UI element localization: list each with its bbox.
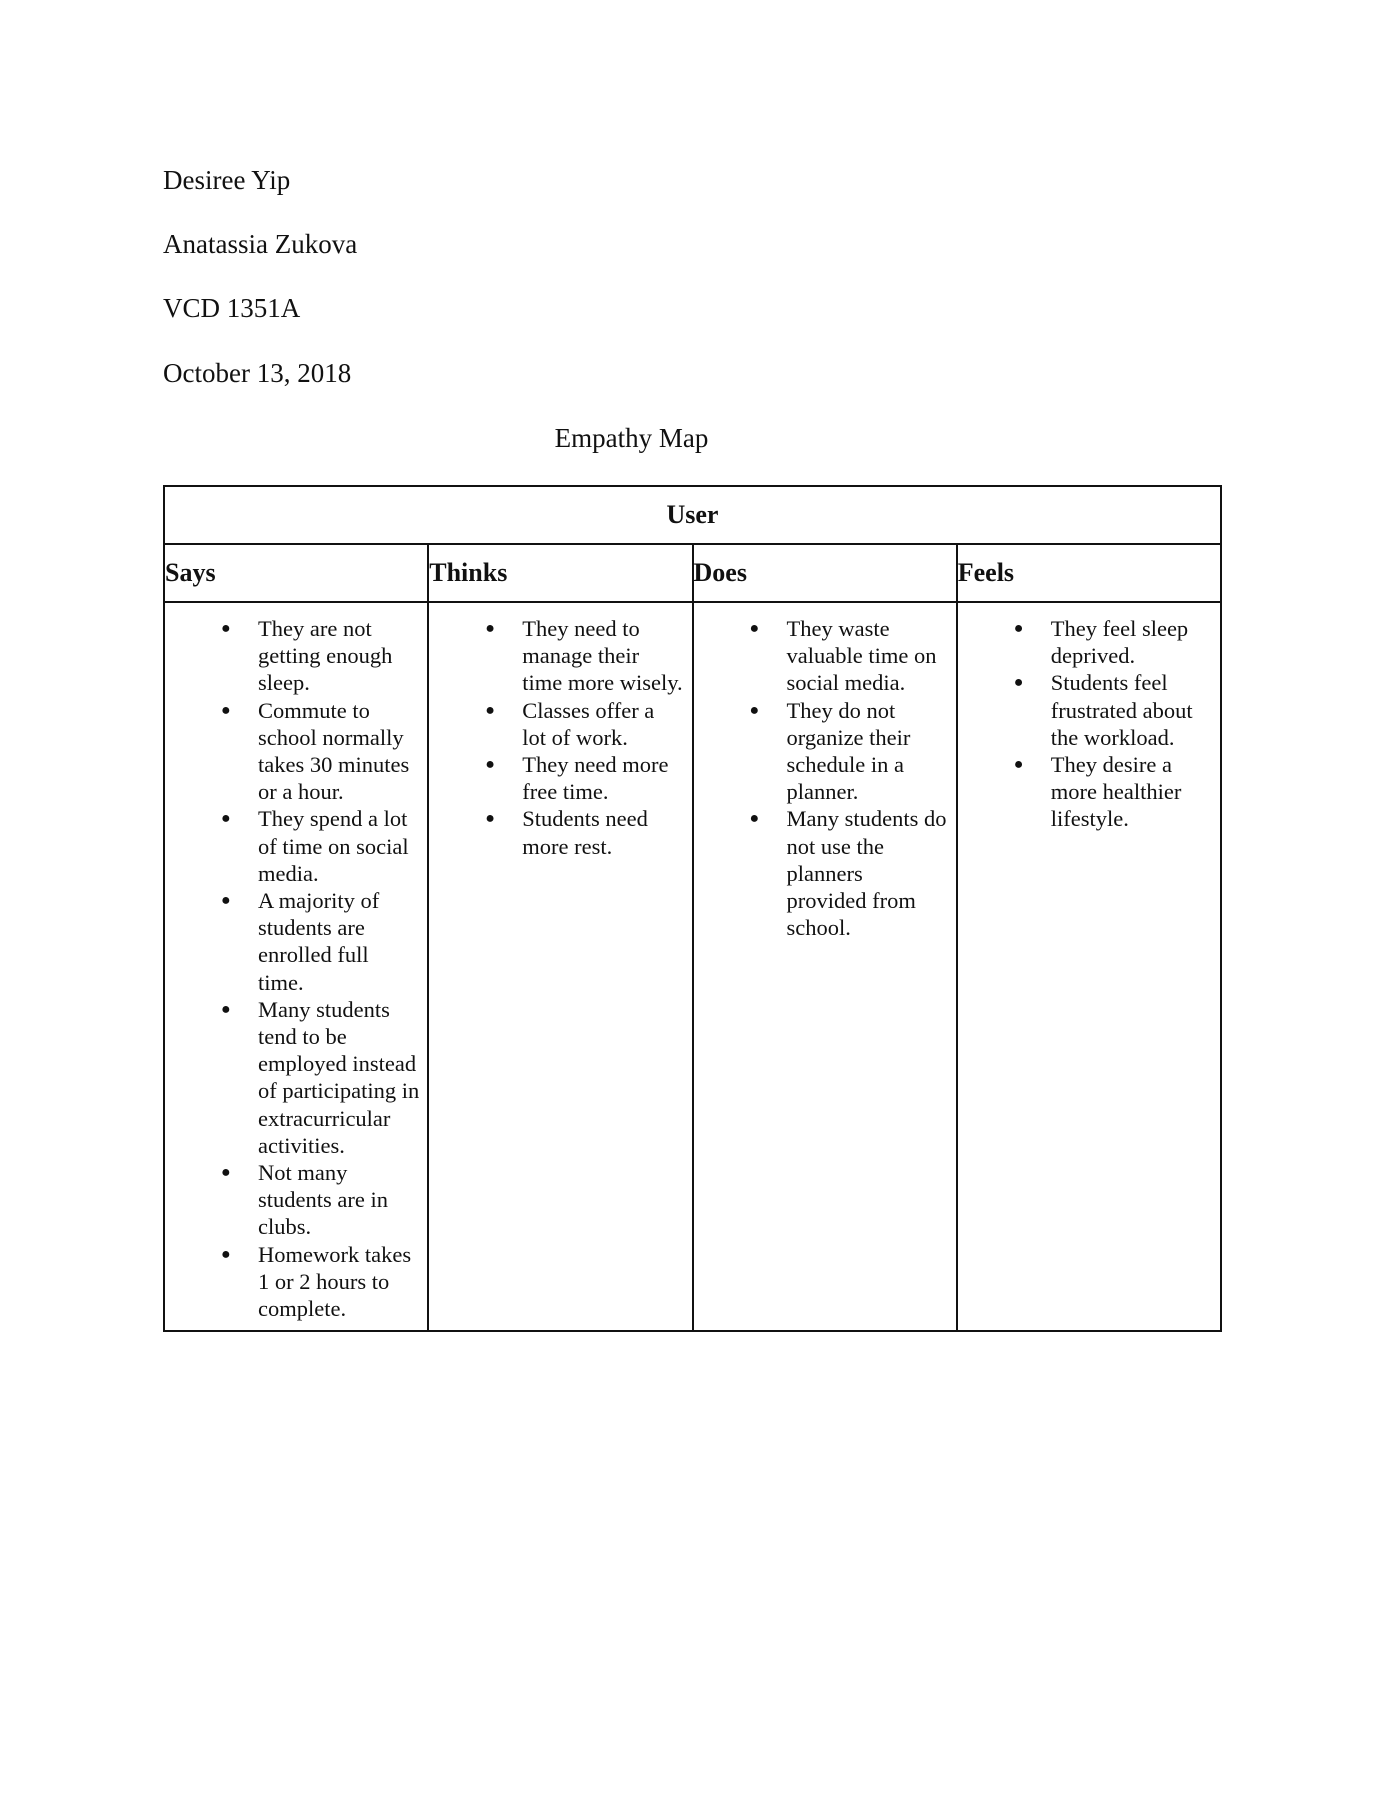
bullet-icon: ● xyxy=(221,1245,231,1263)
list-item-text: Commute to school normally takes 30 minutes or a hour. xyxy=(258,697,410,805)
says-cell xyxy=(164,602,428,1331)
document-title-text: Empathy Map xyxy=(554,423,709,453)
feels-heading: Feels xyxy=(957,544,1221,602)
says-list xyxy=(165,615,427,1322)
list-item xyxy=(165,805,419,887)
does-cell xyxy=(693,602,957,1331)
list-item xyxy=(694,697,948,806)
list-item-text: They need more free time. xyxy=(522,752,669,805)
feels-cell xyxy=(957,602,1221,1331)
list-item xyxy=(429,697,683,751)
author-name-1: Desiree Yip xyxy=(163,165,291,195)
list-item-text: Students feel frustrated about the workload. xyxy=(1050,670,1193,750)
list-item xyxy=(165,615,419,697)
does-heading: Does xyxy=(693,544,957,602)
document-date: October 13, 2018 xyxy=(163,358,352,388)
list-item xyxy=(429,805,683,859)
bullet-icon: ● xyxy=(221,1000,231,1018)
column-headings-row xyxy=(164,544,1221,602)
says-heading: Says xyxy=(164,544,428,602)
bullet-icon: ● xyxy=(1013,674,1024,692)
thinks-cell xyxy=(428,602,692,1331)
list-item-text: Homework takes 1 or 2 hours to complete. xyxy=(258,1241,412,1322)
bullet-icon: ● xyxy=(1013,756,1024,774)
list-item-text: Students need more rest. xyxy=(522,806,648,859)
bullet-icon: ● xyxy=(1013,620,1024,637)
list-item-text: Many students tend to be employed instead of participating in extracurricular activities. xyxy=(258,996,420,1158)
list-item-text: They do not organize their schedule in a planner. xyxy=(786,697,911,805)
list-item xyxy=(165,697,419,806)
list-item xyxy=(958,615,1212,669)
bullet-icon: ● xyxy=(221,892,231,910)
list-item xyxy=(958,751,1212,833)
bullet-icon: ● xyxy=(221,620,231,637)
list-item xyxy=(429,615,683,697)
list-item-text: Many students do not use the planners provided from school. xyxy=(786,806,947,941)
does-list xyxy=(694,615,956,941)
bullet-icon: ● xyxy=(485,620,495,637)
empathy-map-table xyxy=(163,485,1222,1332)
list-item xyxy=(165,1159,419,1241)
list-item xyxy=(429,751,683,805)
list-item xyxy=(165,1241,419,1323)
list-item xyxy=(958,669,1212,751)
thinks-list xyxy=(429,615,691,860)
list-item-text: A majority of students are enrolled full time. xyxy=(258,888,380,995)
user-row xyxy=(164,486,1221,544)
user-header-cell: User xyxy=(164,486,1221,544)
bullet-icon: ● xyxy=(221,1164,231,1182)
bullet-icon: ● xyxy=(221,810,231,828)
bullet-icon: ● xyxy=(485,701,495,719)
course-code: VCD 1351A xyxy=(163,293,301,323)
document-title xyxy=(0,422,1391,454)
list-item-text: Not many students are in clubs. xyxy=(258,1160,388,1240)
list-item-text: They feel sleep deprived. xyxy=(1050,616,1189,669)
list-item xyxy=(165,996,419,1159)
content-row xyxy=(164,602,1221,1331)
list-item-text: They waste valuable time on social media. xyxy=(786,616,937,696)
bullet-icon: ● xyxy=(485,810,495,828)
list-item-text: They need to manage their time more wisely. xyxy=(522,616,683,696)
list-item-text: They are not getting enough sleep. xyxy=(258,616,393,696)
list-item-text: They spend a lot of time on social media. xyxy=(258,806,409,886)
bullet-icon: ● xyxy=(749,810,760,828)
bullet-icon: ● xyxy=(749,620,760,637)
bullet-icon: ● xyxy=(749,701,760,719)
list-item xyxy=(694,805,948,941)
feels-list xyxy=(958,615,1220,833)
author-name-2: Anatassia Zukova xyxy=(163,229,358,259)
thinks-heading: Thinks xyxy=(428,544,692,602)
list-item-text: Classes offer a lot of work. xyxy=(522,697,655,750)
list-item xyxy=(694,615,948,697)
list-item xyxy=(165,887,419,996)
bullet-icon: ● xyxy=(485,756,495,774)
bullet-icon: ● xyxy=(221,701,231,719)
list-item-text: They desire a more healthier lifestyle. xyxy=(1050,752,1182,832)
